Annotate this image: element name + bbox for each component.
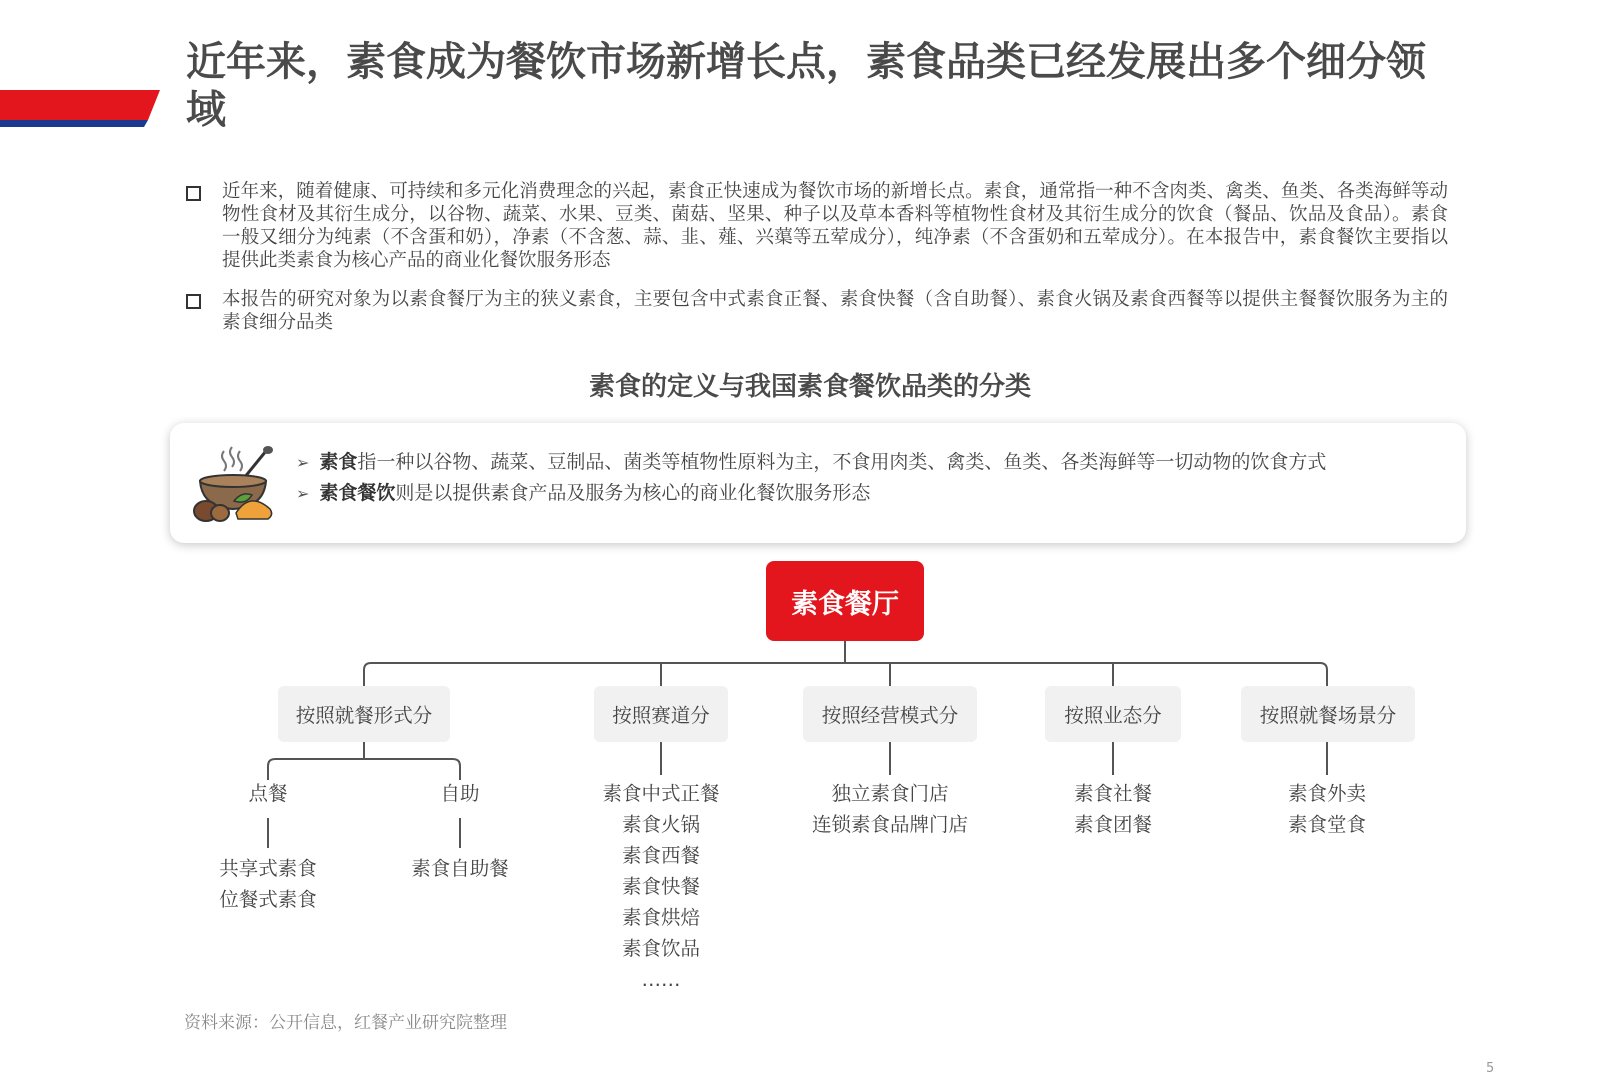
category-dining-form: 按照就餐形式分 [278, 686, 450, 742]
definition-item [296, 478, 870, 505]
arrow-bullet-icon: ➢ [296, 484, 310, 503]
definition-text: 则是以提供素食产品及服务为核心的商业化餐饮服务形态 [395, 482, 871, 504]
definition-item [296, 447, 1326, 474]
page-number: 5 [1486, 1061, 1495, 1076]
bullet-text: 近年来，随着健康、可持续和多元化消费理念的兴起，素食正快速成为餐饮市场的新增长点。素食，通常指一种不含肉类、禽类、鱼类、各类海鲜等动物性食材及其衍生成分，以谷物、蔬菜、水果、豆类、菌菇、坚果、种子以及草本香料等植物性食材及其衍生成分的饮食（餐品、饮品及食品）。素食一般又细分为纯素（不含蛋和奶），净素（不含葱、蒜、韭、薤、兴蕖等五荤成分），纯净素（不含蛋奶和五荤成分）。在本报告中，素食餐饮主要指以提供此类素食为核心产品的商业化餐饮服务形态 [222, 181, 1448, 271]
leaf-list: 素食自助餐 [411, 857, 509, 880]
root-node: 素食餐厅 [766, 561, 924, 641]
intro-bullets [186, 180, 1448, 350]
category-format: 按照业态分 [1045, 686, 1181, 742]
leaf-list: 素食中式正餐 素食火锅 素食西餐 素食快餐 素食烘焙 素食饮品 …… [602, 782, 720, 991]
page-title: 近年来，素食成为餐饮市场新增长点，素食品类已经发展出多个细分领域 [186, 39, 1426, 133]
square-bullet-icon [186, 186, 201, 201]
source-note: 资料来源：公开信息，红餐产业研究院整理 [184, 1013, 507, 1033]
arrow-bullet-icon: ➢ [296, 453, 310, 472]
leaf-list: 素食社餐 素食团餐 [1073, 782, 1152, 836]
definition-box [170, 423, 1466, 543]
definition-text: 指一种以谷物、蔬菜、豆制品、菌类等植物性原料为主，不食用肉类、禽类、鱼类、各类海鲜等一切动物的饮食方式 [357, 451, 1327, 473]
bullet-item [186, 288, 1448, 334]
section-title: 素食的定义与我国素食餐饮品类的分类 [588, 372, 1031, 402]
square-bullet-icon [186, 294, 201, 309]
definition-term: 素食 [319, 451, 358, 473]
category-business-model: 按照经营模式分 [803, 686, 977, 742]
leaf-list: 独立素食门店 连锁素食品牌门店 [811, 782, 968, 836]
definition-term: 素食餐饮 [319, 482, 396, 504]
leaf-list: 共享式素食 位餐式素食 [219, 857, 317, 911]
category-track: 按照赛道分 [594, 686, 728, 742]
bowl-food-icon [184, 443, 280, 527]
leaf-list: 素食外卖 素食堂食 [1287, 782, 1366, 836]
subnode-order: 点餐 [248, 782, 288, 805]
bullet-item [186, 180, 1448, 272]
header-accent-bar [0, 90, 160, 132]
subnode-buffet: 自助 [440, 782, 480, 805]
category-scene: 按照就餐场景分 [1241, 686, 1415, 742]
bullet-text: 本报告的研究对象为以素食餐厅为主的狭义素食，主要包含中式素食正餐、素食快餐（含自助餐）、素食火锅及素食西餐等以提供主餐餐饮服务为主的素食细分品类 [222, 289, 1448, 333]
